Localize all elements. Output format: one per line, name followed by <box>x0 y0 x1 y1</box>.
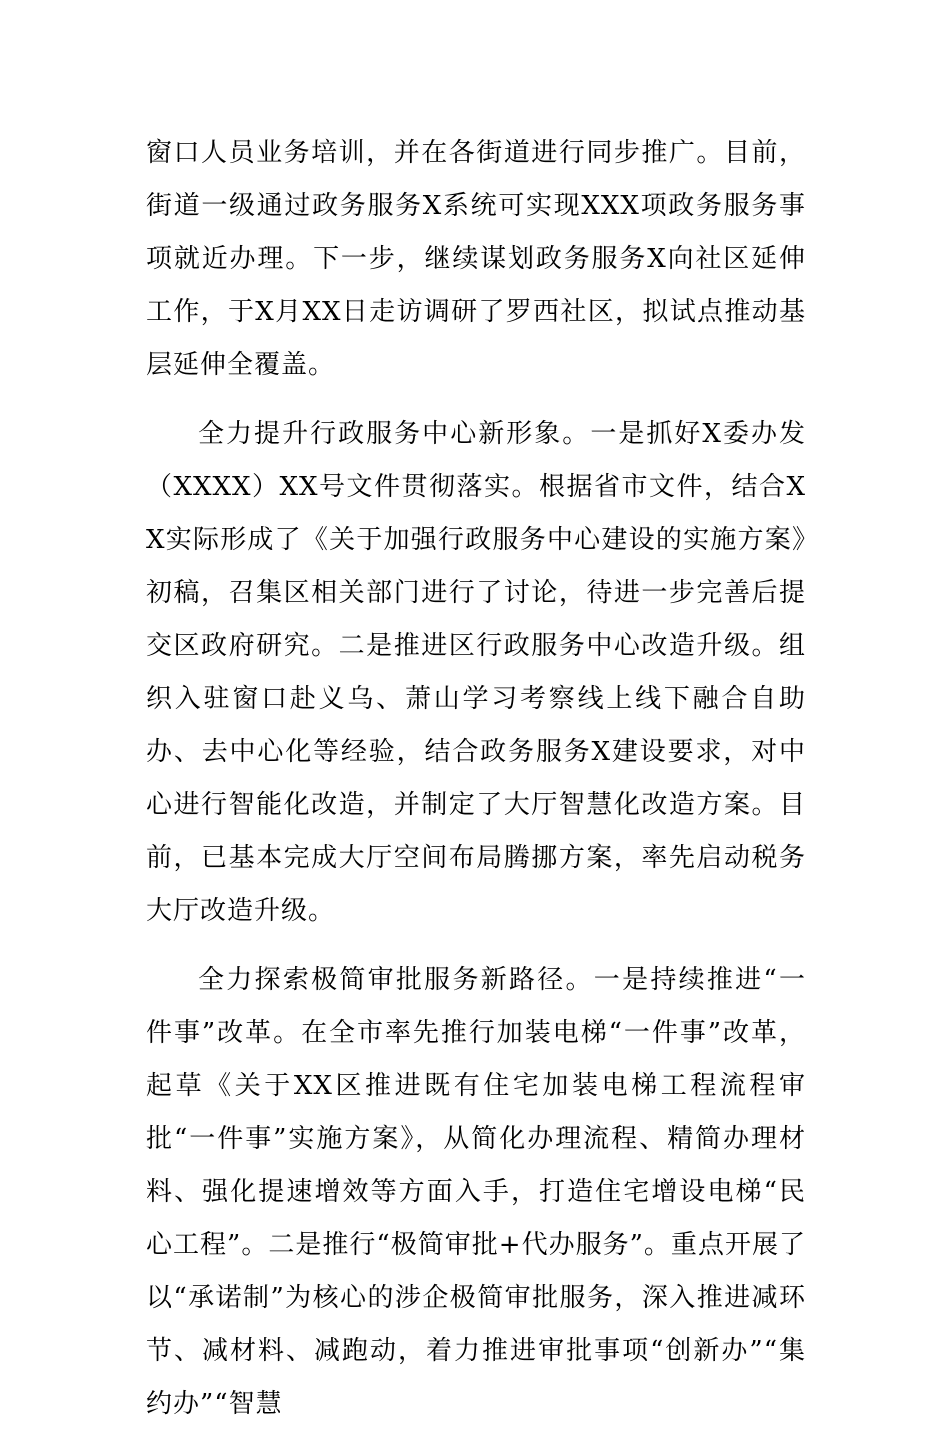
paragraph-service-center-image: 全力提升行政服务中心新形象。一是抓好X委办发（XXXX）XX号文件贯彻落实。根据省市文件，结合XX实际形成了《关于加强行政服务中心建设的实施方案》初稿，召集区相关部门进行了讨论，待进一步完善后提交区政府研究。二是推进区行政服务中心改造升级。组织入驻窗口赴义乌、萧山学习考察线上线下融合自助办、去中心化等经验，结合政务服务X建设要求，对中心进行智能化改造，并制定了大厅智慧化改造方案。目前，已基本完成大厅空间布局腾挪方案，率先启动税务大厅改造升级。 <box>146 419 806 926</box>
document-page <box>146 127 806 1447</box>
paragraph-simplified-approval: 全力探索极简审批服务新路径。一是持续推进“一件事”改革。在全市率先推行加装电梯“一件事”改革，起草《关于XX区推进既有住宅加装电梯工程流程审批“一件事”实施方案》，从简化办理流程、精简办理材料、强化提速增效等方面入手，打造住宅增设电梯“民心工程”。二是推行“极简审批+代办服务”。重点开展了以“承诺制”为核心的涉企极简审批服务，深入推进减环节、减材料、减跑动，着力推进审批事项“创新办”“集约办”“智慧 <box>146 965 806 1419</box>
paragraph-window-training: 窗口人员业务培训，并在各街道进行同步推广。目前，街道一级通过政务服务X系统可实现XXX项政务服务事项就近办理。下一步，继续谋划政务服务X向社区延伸工作，于X月XX日走访调研了罗西社区，拟试点推动基层延伸全覆盖。 <box>146 138 806 380</box>
